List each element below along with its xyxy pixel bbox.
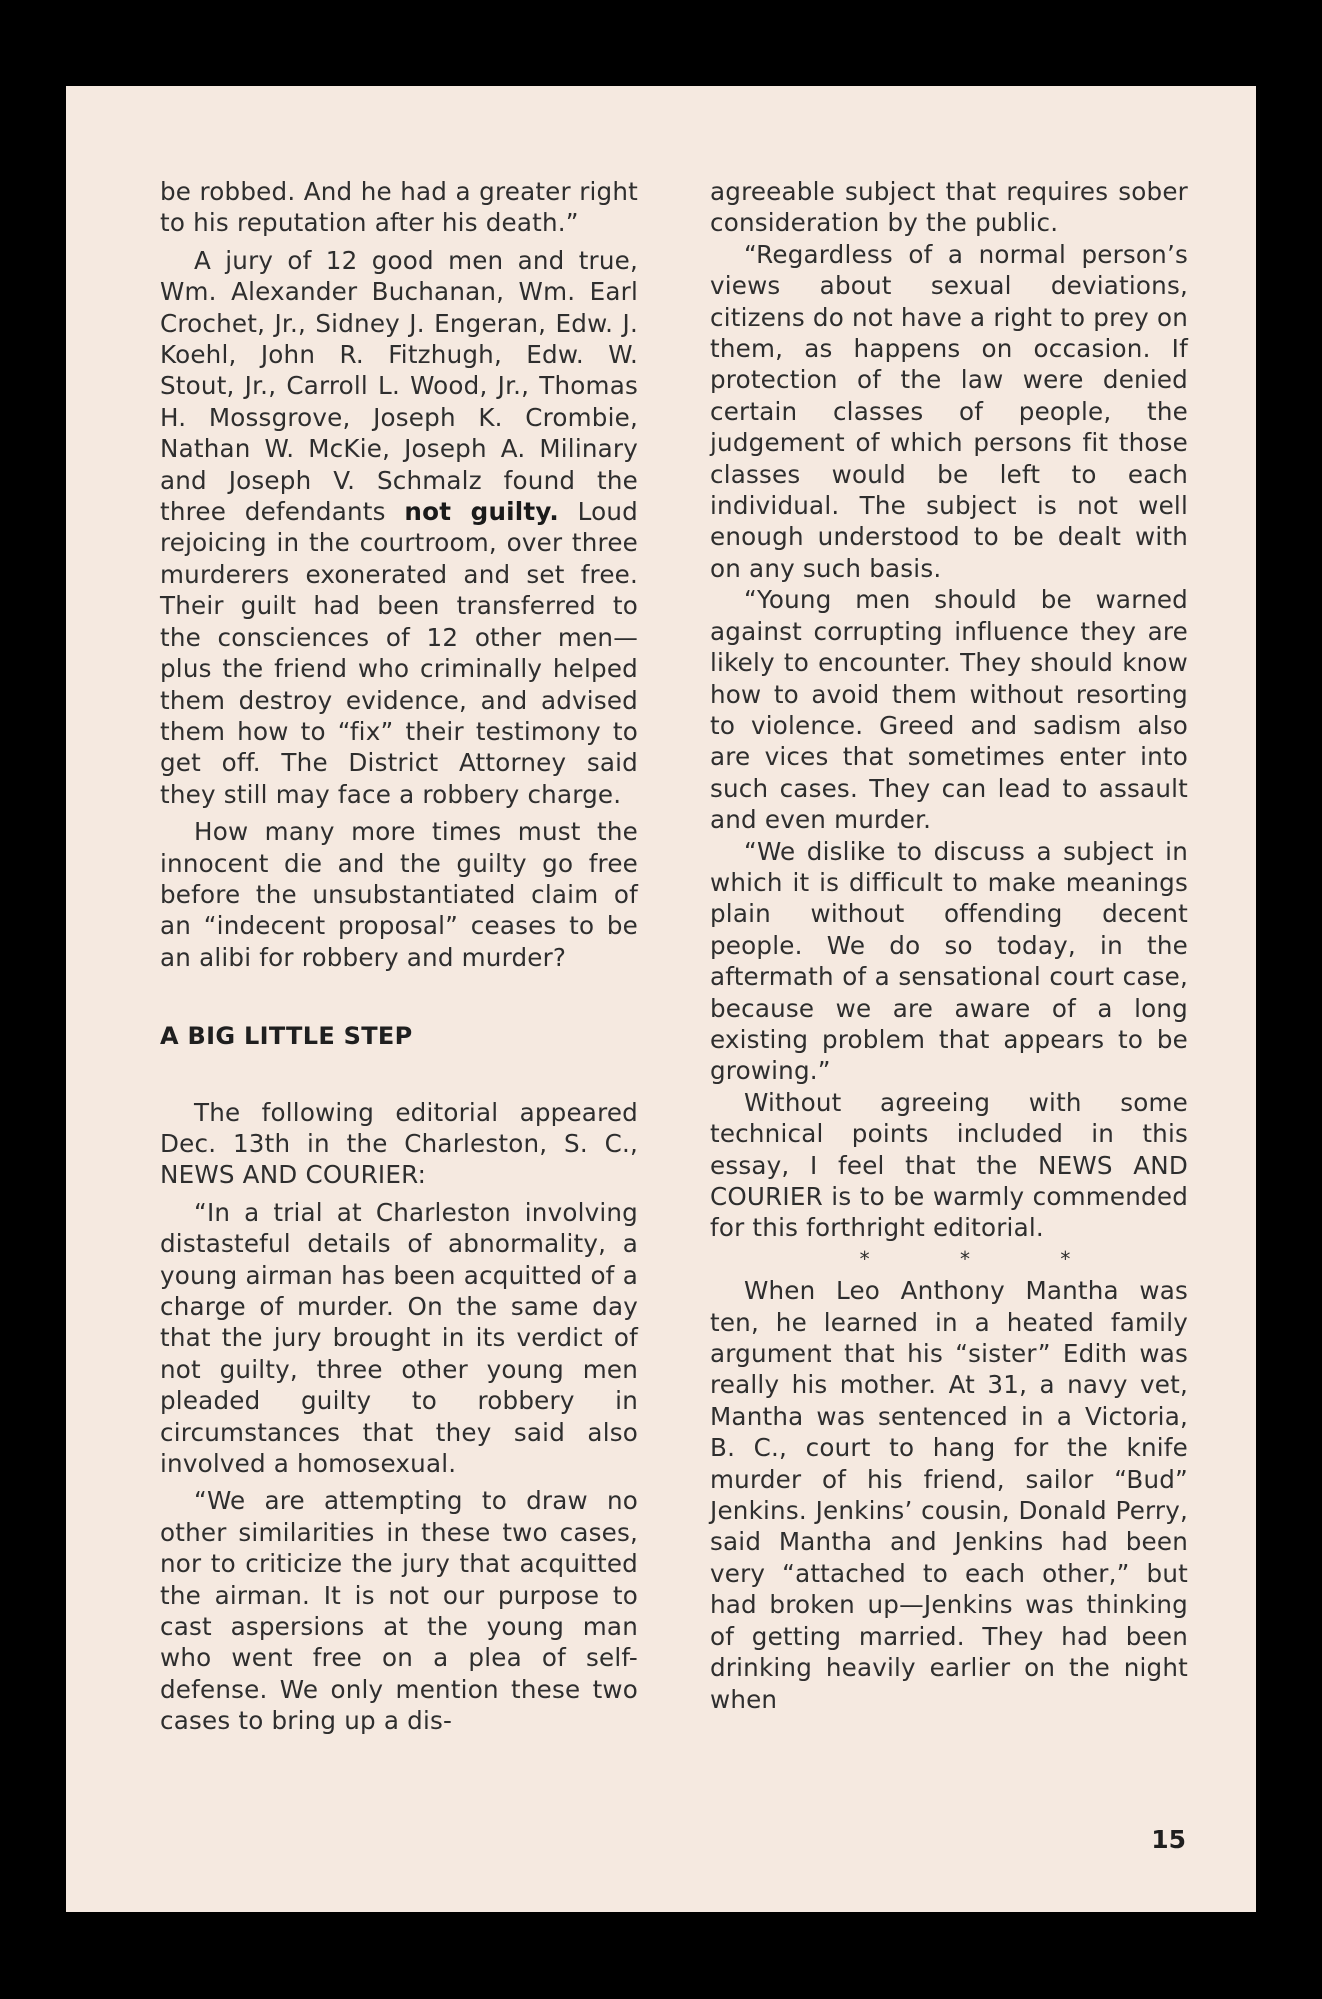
right-paragraph-1: agreeable subject that requires sober consideration by the public. xyxy=(710,177,1188,238)
right-paragraph-4: “We dislike to discuss a subject in which it is difficult to make meanings plain without offending decent people. We do so today, in the aftermath of a sensational court case, because we are aware of a long existing problem that appears to be growing.” xyxy=(710,836,1188,1086)
left-paragraph-5: “In a trial at Charleston involving distasteful details of abnormality, a young airman has been acquitted of a charge of murder. On the same day that the jury brought in its verdict of not guilty, three other young men pleaded guilty to robbery in circumstances that they said also involved a homosexual. xyxy=(160,1197,638,1479)
page-number: 15 xyxy=(1151,1825,1186,1854)
left-paragraph-1: be robbed. And he had a greater right to his reputation after his death.” xyxy=(160,177,638,238)
verdict-bold-text: not guilty. xyxy=(404,497,559,527)
magazine-page xyxy=(66,86,1256,1912)
left-paragraph-4: The following editorial appeared Dec. 13th in the Charleston, S. C., NEWS AND COURIER: xyxy=(160,1097,638,1190)
right-paragraph-3: “Young men should be warned against corrupting influence they are likely to encounter. They should know how to avoid them without resorting to violence. Greed and sadism also are vices that sometimes enter into such cases. They can lead to assault and even murder. xyxy=(710,585,1188,835)
right-paragraph-5: Without agreeing with some technical points included in this essay, I feel that the NEWS AND COURIER is to be warmly commended for this forthright editorial. xyxy=(710,1087,1188,1243)
left-paragraph-6: “We are attempting to draw no other similarities in these two cases, nor to criticize the jury that acquitted the airman. It is not our purpose to cast aspersions at the young man who went free on a plea of self-defense. We only mention these two cases to bring up a dis- xyxy=(160,1486,638,1736)
right-paragraph-2: “Regardless of a normal person’s views about sexual deviations, citizens do not have a right to prey on them, as happens on occasion. If protection of the law were denied certain classes of people, the judgement of which persons fit those classes would be left to each individual. The subject is not well enough understood to be dealt with on any such basis. xyxy=(710,239,1188,583)
right-column xyxy=(710,176,1188,1715)
left-paragraph-3: How many more times must the innocent die and the guilty go free before the unsubstantiated claim of an “indecent proposal” ceases to be an alibi for robbery and murder? xyxy=(160,817,638,972)
section-separator: * * * xyxy=(859,1246,1113,1271)
rejoicing-text: Loud rejoicing in the courtroom, over three murderers exonerated and set free. Their guilt had been transferred to the consciences of 12 other men—plus the friend who criminally helped them destroy evidence, and advised them how to “fix” their testimony to get off. The District Attorney said they still may face a robbery charge. xyxy=(160,497,638,809)
left-column xyxy=(160,176,638,1737)
section-heading: A BIG LITTLE STEP xyxy=(160,1022,413,1051)
left-paragraph-2 xyxy=(160,245,638,810)
right-paragraph-6: When Leo Anthony Mantha was ten, he learned in a heated family argument that his “sister” Edith was really his mother. At 31, a navy vet, Mantha was sentenced in a Victoria, B. C., court to hang for the knife murder of his friend, sailor “Bud” Jenkins. Jenkins’ cousin, Donald Perry, said Mantha and Jenkins had been very “attached to each other,” but had broken up—Jenkins was thinking of getting married. They had been drinking heavily earlier on the night when xyxy=(710,1276,1188,1714)
jury-text: A jury of 12 good men and true, Wm. Alexander Buchanan, Wm. Earl Crochet, Jr., Sidney J. Engeran, Edw. J. Koehl, John R. Fitzhugh, Edw. W. Stout, Jr., Carroll L. Wood, Jr., Thomas H. Mossgrove, Joseph K. Crombie, Nathan W. McKie, Joseph A. Milinary and Joseph V. Schmalz found the three defendants xyxy=(160,245,638,527)
